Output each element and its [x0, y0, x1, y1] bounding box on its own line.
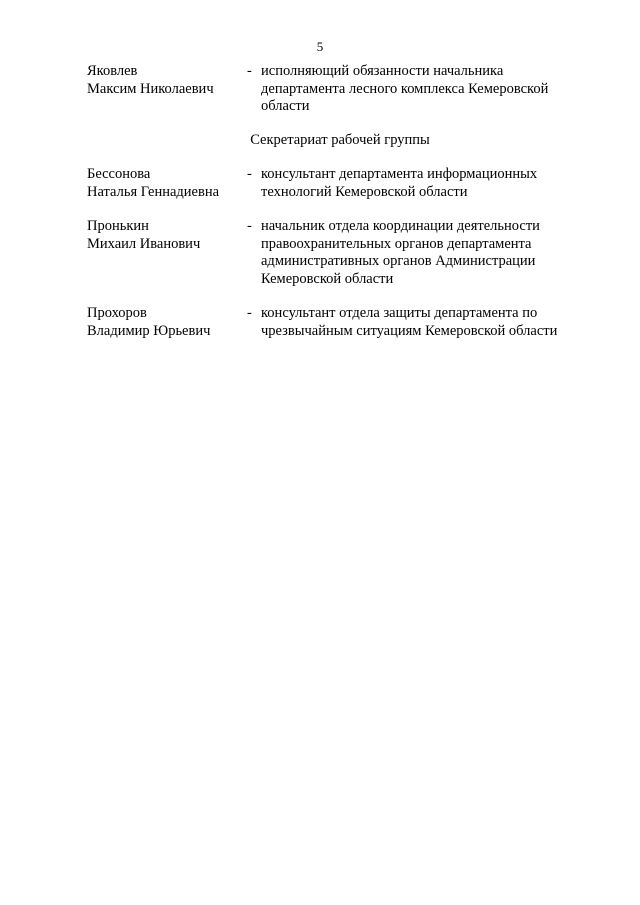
member-role: исполняющий обязанности начальника департамента лесного комплекса Кемеровской области — [261, 63, 549, 114]
member-given-name: Наталья Геннадиевна — [87, 183, 220, 200]
member-surname: Бессонова — [87, 166, 151, 182]
member-dash: - — [247, 63, 252, 79]
member-given-name: Максим Николаевич — [87, 80, 214, 97]
section-title: Секретариат рабочей группы — [250, 132, 430, 148]
page-number: 5 — [316, 39, 324, 54]
secretariat-entry — [87, 305, 587, 340]
member-name — [87, 305, 247, 340]
member-surname: Прохоров — [87, 305, 147, 321]
secretariat-entry — [87, 166, 587, 201]
member-name — [87, 166, 247, 201]
member-role: консультант отдела защиты департамента по чрезвычайным ситуациям Кемеровской области — [261, 305, 558, 339]
member-name — [87, 218, 247, 288]
secretariat-entry — [87, 218, 587, 288]
member-surname: Пронькин — [87, 218, 149, 234]
member-dash: - — [247, 305, 252, 321]
member-given-name: Владимир Юрьевич — [87, 322, 211, 339]
member-entry — [87, 63, 587, 116]
member-given-name: Михаил Иванович — [87, 235, 201, 252]
member-surname: Яковлев — [87, 63, 138, 79]
member-name — [87, 63, 247, 116]
member-role: консультант департамента информационных технологий Кемеровской области — [261, 166, 538, 200]
member-dash: - — [247, 218, 252, 234]
member-dash: - — [247, 166, 252, 182]
member-role: начальник отдела координации деятельности правоохранительных органов департамента административных органов Администрации Кемеровской области — [261, 218, 540, 287]
